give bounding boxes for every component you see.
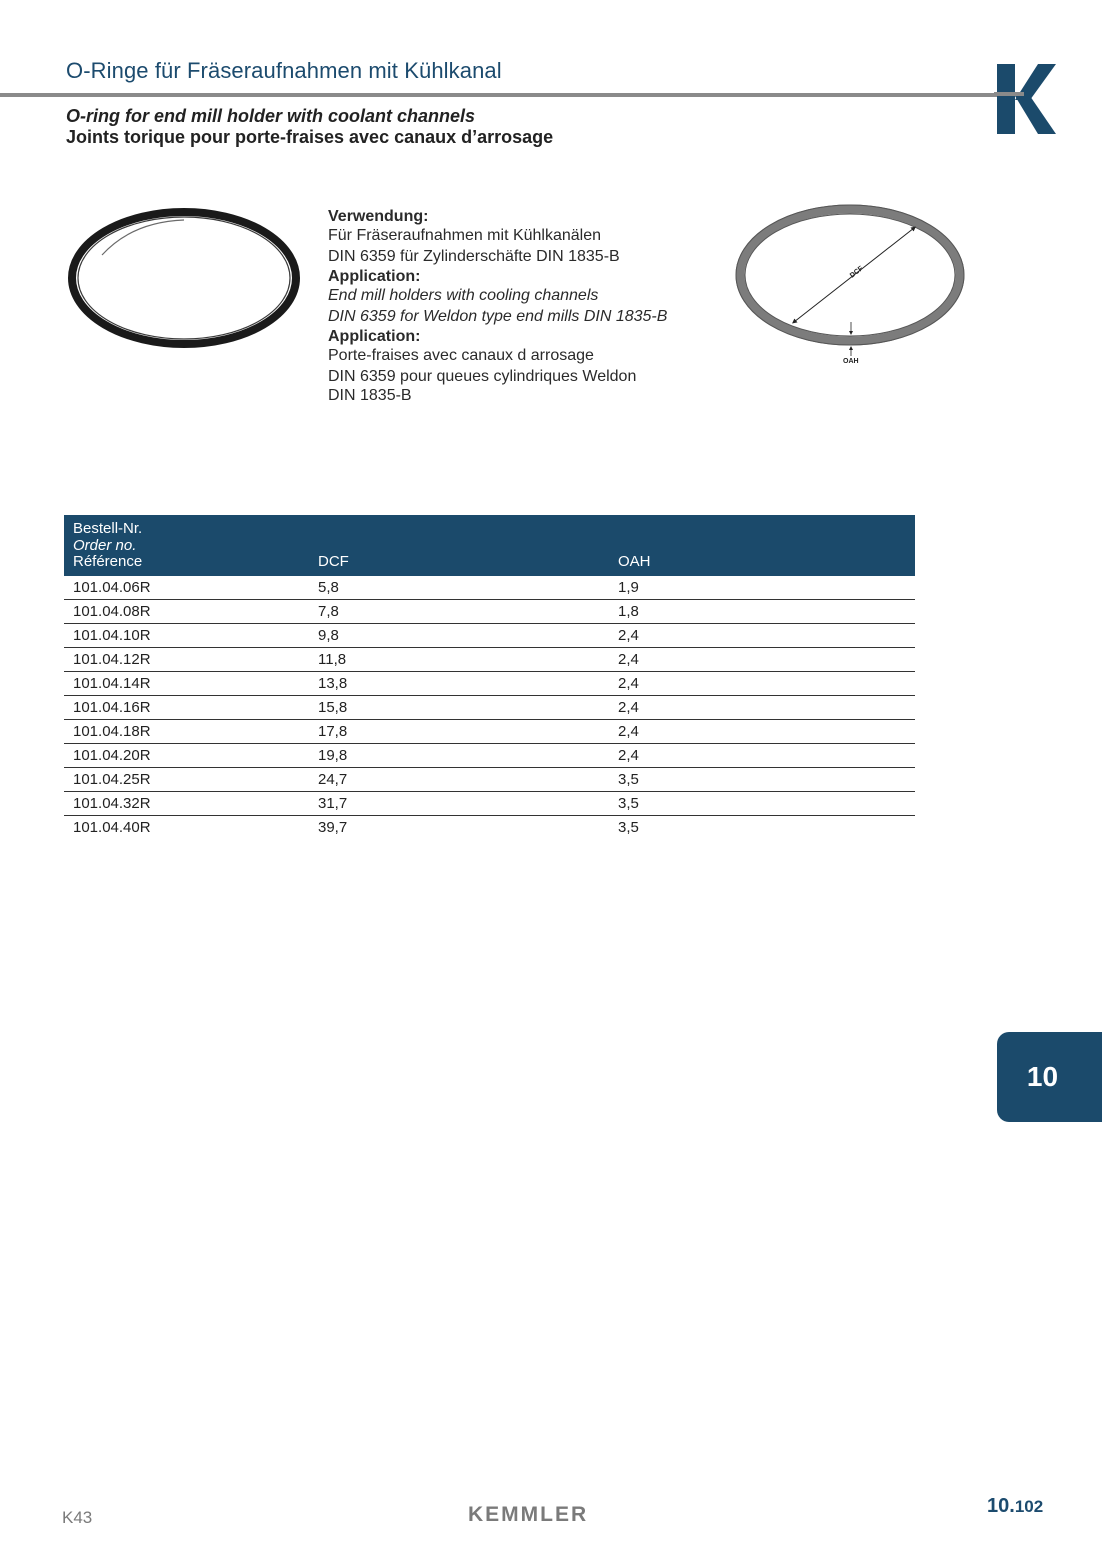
cell-ref: 101.04.12R	[64, 647, 309, 671]
cell-oah: 2,4	[609, 719, 915, 743]
usage-line-fr-1: Porte-fraises avec canaux d arrosage	[328, 347, 594, 364]
cell-dcf: 9,8	[309, 623, 609, 647]
table-row	[64, 671, 915, 695]
cell-oah: 2,4	[609, 743, 915, 767]
o-ring-photo	[62, 200, 306, 360]
dcf-label: DCF	[848, 265, 865, 280]
usage-heading-fr: Application:	[328, 328, 421, 345]
cell-ref: 101.04.06R	[64, 576, 309, 600]
usage-line-de-2: DIN 6359 für Zylinderschäfte DIN 1835-B	[328, 248, 620, 265]
kemmler-k-logo-icon	[994, 62, 1056, 134]
header-order-no	[64, 515, 309, 576]
table-row	[64, 695, 915, 719]
cell-oah: 2,4	[609, 671, 915, 695]
cell-ref: 101.04.14R	[64, 671, 309, 695]
cell-ref: 101.04.32R	[64, 791, 309, 815]
cell-oah: 3,5	[609, 791, 915, 815]
cell-dcf: 31,7	[309, 791, 609, 815]
usage-heading-de: Verwendung:	[328, 208, 429, 225]
usage-heading-en: Application:	[328, 268, 421, 285]
table-row	[64, 719, 915, 743]
usage-line-en-1: End mill holders with cooling channels	[328, 287, 599, 304]
cell-oah: 1,8	[609, 599, 915, 623]
cell-ref: 101.04.10R	[64, 623, 309, 647]
usage-line-fr-3: DIN 1835-B	[328, 387, 412, 404]
o-ring-dimension-diagram	[734, 200, 966, 372]
table-row	[64, 791, 915, 815]
cell-oah: 2,4	[609, 623, 915, 647]
cell-ref: 101.04.40R	[73, 818, 151, 836]
cell-oah: 2,4	[609, 695, 915, 719]
cell-dcf: 13,8	[309, 671, 609, 695]
table-row	[64, 815, 915, 839]
usage-line-de-1: Für Fräseraufnahmen mit Kühlkanälen	[328, 227, 602, 244]
cell-dcf: 11,8	[309, 647, 609, 671]
table-row	[64, 767, 915, 791]
cell-dcf: 7,8	[309, 599, 609, 623]
cell-oah: 3,5	[609, 767, 915, 791]
header-order-en: Order no.	[73, 536, 137, 554]
cell-ref: 101.04.18R	[64, 719, 309, 743]
header-order-de: Bestell-Nr.	[73, 520, 143, 537]
cell-dcf: 17,8	[309, 719, 609, 743]
cell-ref: 101.04.08R	[64, 599, 309, 623]
usage-line-en-2: DIN 6359 for Weldon type end mills DIN 1835-B	[328, 308, 668, 325]
page-number-sub: 102	[1014, 1497, 1044, 1516]
cell-dcf: 24,7	[309, 767, 609, 791]
cell-dcf: 39,7	[318, 818, 348, 836]
table-row	[64, 647, 915, 671]
footer-brand: KEMMLER	[468, 1503, 589, 1526]
order-table	[64, 515, 915, 839]
oah-label: OAH	[843, 358, 859, 365]
page-title-en: O-ring for end mill holder with coolant channels	[66, 106, 476, 126]
usage-line-fr-2: DIN 6359 pour queues cylindriques Weldon	[328, 368, 637, 385]
table-header-row	[64, 515, 915, 576]
cell-dcf: 15,8	[309, 695, 609, 719]
cell-dcf: 5,8	[309, 576, 609, 600]
cell-ref: 101.04.20R	[64, 743, 309, 767]
footer-code: K43	[62, 1508, 93, 1527]
cell-oah: 3,5	[618, 818, 639, 836]
cell-oah: 1,9	[609, 576, 915, 600]
page-number-main: 10.	[987, 1495, 1015, 1517]
page-number	[987, 1495, 1043, 1518]
cell-dcf: 19,8	[309, 743, 609, 767]
page-title-fr: Joints torique pour porte-fraises avec canaux d’arrosage	[66, 127, 554, 147]
header-order-fr: Référence	[73, 553, 143, 570]
table-row	[64, 576, 915, 600]
cell-ref: 101.04.25R	[64, 767, 309, 791]
chapter-tab: 10	[997, 1032, 1102, 1122]
cell-ref: 101.04.16R	[64, 695, 309, 719]
table-row	[64, 623, 915, 647]
cell-oah: 2,4	[609, 647, 915, 671]
table-row	[64, 743, 915, 767]
header-rule	[0, 93, 1010, 97]
header-oah: OAH	[609, 515, 915, 576]
table-row	[64, 599, 915, 623]
header-dcf: DCF	[309, 515, 609, 576]
application-description	[328, 208, 667, 404]
page-title-de: O-Ringe für Fräseraufnahmen mit Kühlkanal	[66, 58, 502, 83]
